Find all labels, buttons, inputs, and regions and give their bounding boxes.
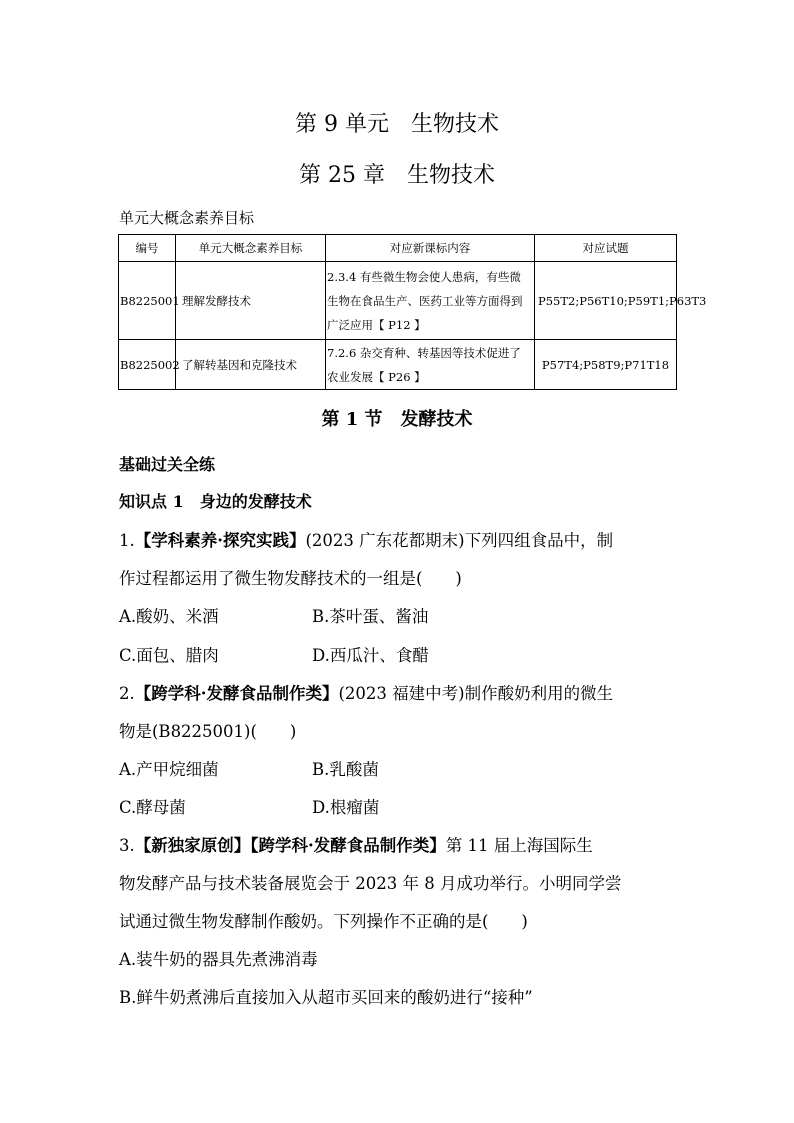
option-d: D.西瓜汁、食醋 <box>312 646 429 665</box>
question-tag: 【新独家原创】【跨学科·发酵食品制作类】 <box>134 836 446 855</box>
cell-code: B8225001 <box>119 262 176 340</box>
question-text: (2023 福建中考)制作酸奶利用的微生 <box>338 684 614 703</box>
table-caption: 单元大概念素养目标 <box>119 209 255 227</box>
header-code: 编号 <box>119 235 176 262</box>
section-title: 第 1 节 发酵技术 <box>321 409 473 430</box>
option-b: B.乳酸菌 <box>312 760 379 779</box>
option-b: B.茶叶蛋、酱油 <box>312 607 429 626</box>
option-a: A.产甲烷细菌 <box>119 760 219 779</box>
question-2-line-2: 物是(B8225001)( ) <box>119 722 297 741</box>
header-goal: 单元大概念素养目标 <box>176 235 326 262</box>
question-text: (2023 广东花都期末)下列四组食品中，制 <box>305 531 614 550</box>
cell-exercises: P57T4;P58T9;P71T18 <box>535 340 677 390</box>
question-1-line-1 <box>119 527 613 551</box>
objectives-table <box>118 234 707 390</box>
question-text: 第 11 届上海国际生 <box>445 836 593 855</box>
cell-goal: 了解转基因和克隆技术 <box>176 340 326 390</box>
question-number: 1. <box>119 531 135 550</box>
table-header-row <box>119 235 677 262</box>
knowledge-point-title: 知识点 1 身边的发酵技术 <box>119 492 312 511</box>
option-b: B.鲜牛奶煮沸后直接加入从超市买回来的酸奶进行“接种” <box>119 988 533 1007</box>
unit-title: 第 9 单元 生物技术 <box>295 112 499 137</box>
table-row <box>119 340 677 390</box>
table-row <box>119 262 677 340</box>
question-2-line-1 <box>119 680 613 704</box>
header-exercises: 对应试题 <box>535 235 677 262</box>
question-1-line-2: 作过程都运用了微生物发酵技术的一组是( ) <box>119 569 462 588</box>
question-number: 2. <box>119 684 135 703</box>
chapter-title: 第 25 章 生物技术 <box>299 163 495 188</box>
option-c: C.酵母菌 <box>119 798 186 817</box>
question-tag: 【学科素养·探究实践】 <box>134 531 306 550</box>
question-3-line-2: 物发酵产品与技术装备展览会于 2023 年 8 月成功举行。小明同学尝 <box>119 874 622 893</box>
question-tag: 【跨学科·发酵食品制作类】 <box>134 684 339 703</box>
header-content: 对应新课标内容 <box>326 235 535 262</box>
question-number: 3. <box>119 836 135 855</box>
cell-code: B8225002 <box>119 340 176 390</box>
option-a: A.酸奶、米酒 <box>119 607 219 626</box>
cell-goal: 理解发酵技术 <box>176 262 326 340</box>
subsection-title: 基础过关全练 <box>119 455 216 474</box>
option-d: D.根瘤菌 <box>312 798 380 817</box>
cell-content: 7.2.6 杂交育种、转基因等技术促进了农业发展【 P26 】 <box>326 340 535 390</box>
question-3-line-1 <box>119 832 593 856</box>
option-c: C.面包、腊肉 <box>119 646 219 665</box>
cell-exercises: P55T2;P56T10;P59T1;P63T3 <box>535 262 677 340</box>
cell-content: 2.3.4 有些微生物会使人患病，有些微生物在食品生产、医药工业等方面得到广泛应用【 P12 】 <box>326 262 535 340</box>
option-a: A.装牛奶的器具先煮沸消毒 <box>119 950 318 969</box>
question-3-line-3: 试通过微生物发酵制作酸奶。下列操作不正确的是( ) <box>119 912 528 931</box>
